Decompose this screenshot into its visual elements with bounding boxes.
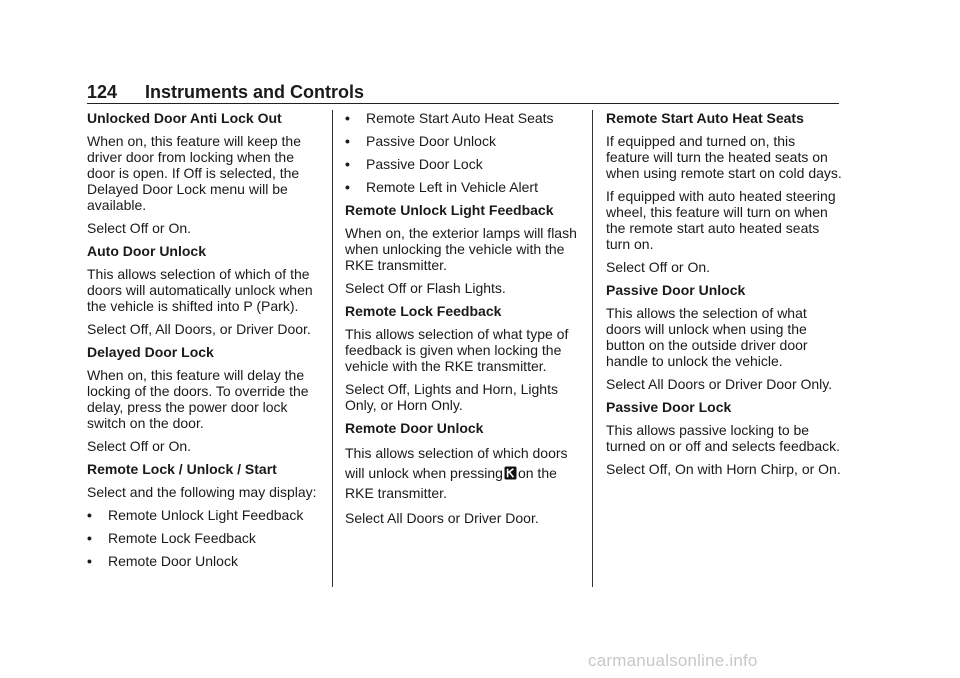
heading-remote-lock-unlock-start: Remote Lock / Unlock / Start	[87, 461, 277, 477]
paragraph-auto-description: This allows selection of which of the doors will automatically unlock when the vehicle is shifted into P (Park).	[87, 266, 313, 314]
paragraph-unlocked-select: Select Off or On.	[87, 220, 192, 236]
paragraph-auto-select: Select Off, All Doors, or Driver Door.	[87, 321, 311, 337]
paragraph-rsahs-description-1: If equipped and turned on, this feature will turn the heated seats on when using remote start on cold days.	[606, 133, 842, 181]
paragraph-rlf-select: Select Off, Lights and Horn, Lights Only, or Horn Only.	[345, 381, 558, 413]
paragraph-pdl-description: This allows passive locking to be turned on or off and selects feedback.	[606, 422, 841, 454]
list-item-text: Passive Door Lock	[366, 156, 483, 172]
page-number: 124	[87, 82, 118, 102]
bullet-symbol: •	[345, 179, 350, 195]
column-1	[87, 110, 325, 576]
list-item-text: Remote Left in Vehicle Alert	[366, 179, 538, 195]
list-item	[87, 530, 325, 546]
header-rule	[87, 103, 839, 104]
paragraph-pdl-select: Select Off, On with Horn Chirp, or On.	[606, 461, 841, 477]
paragraph-delayed-select: Select Off or On.	[87, 438, 192, 454]
bullet-symbol: •	[345, 133, 350, 149]
heading-remote-start-auto-heat-seats: Remote Start Auto Heat Seats	[606, 110, 804, 126]
paragraph-pdu-select: Select All Doors or Driver Door Only.	[606, 376, 833, 392]
list-item	[87, 553, 325, 569]
list-item	[87, 507, 325, 523]
bullet-symbol: •	[345, 110, 350, 126]
rdu-text-before: This allows selection of which doors will unlock when pressing	[345, 445, 568, 481]
column-divider-right	[592, 110, 593, 587]
bullet-symbol: •	[87, 553, 92, 569]
list-item	[345, 110, 583, 126]
heading-remote-lock-feedback: Remote Lock Feedback	[345, 303, 502, 319]
page-header	[87, 82, 839, 104]
list-item-text: Remote Unlock Light Feedback	[108, 507, 304, 523]
paragraph-rdu-description	[345, 443, 583, 503]
paragraph-rsahs-description-2: If equipped with auto heated steering wheel, this feature will turn on when the remote start auto heated seats turn on.	[606, 188, 836, 252]
paragraph-unlocked-description: When on, this feature will keep the driver door from locking when the door is open. If Off is selected, the Delayed Door Lock menu will be available.	[87, 133, 302, 213]
list-item-text: Remote Lock Feedback	[108, 530, 256, 546]
rdu-text-after: on the RKE transmitter.	[345, 465, 557, 501]
list-item-text: Remote Start Auto Heat Seats	[366, 110, 554, 126]
paragraph-pdu-description: This allows the selection of what doors will unlock when using the button on the outside driver door handle to unlock the vehicle.	[606, 305, 808, 369]
bullet-symbol: •	[345, 156, 350, 172]
paragraph-rsahs-select: Select Off or On.	[606, 259, 711, 275]
list-item	[345, 179, 583, 195]
paragraph-rlf-description: This allows selection of what type of feedback is given when locking the vehicle with the RKE transmitter.	[345, 326, 569, 374]
list-item	[345, 133, 583, 149]
paragraph-remote-description: Select and the following may display:	[87, 484, 317, 500]
paragraph-rulf-select: Select Off or Flash Lights.	[345, 280, 506, 296]
paragraph-rdu-select: Select All Doors or Driver Door.	[345, 510, 539, 526]
heading-passive-door-unlock: Passive Door Unlock	[606, 282, 746, 298]
paragraph-delayed-description: When on, this feature will delay the locking of the doors. To override the delay, press the power door lock switch on the door.	[87, 367, 309, 431]
heading-unlocked-door-anti-lock-out: Unlocked Door Anti Lock Out	[87, 110, 282, 126]
heading-passive-door-lock: Passive Door Lock	[606, 399, 732, 415]
column-divider-left	[332, 110, 333, 587]
watermark: carmanualsonline.info	[588, 651, 758, 670]
column-2	[345, 110, 583, 533]
bullet-symbol: •	[87, 507, 92, 523]
heading-remote-door-unlock: Remote Door Unlock	[345, 420, 484, 436]
heading-auto-door-unlock: Auto Door Unlock	[87, 243, 206, 259]
column-3	[606, 110, 842, 484]
unlock-key-icon	[504, 465, 517, 479]
list-item-text: Passive Door Unlock	[366, 133, 496, 149]
bullet-symbol: •	[87, 530, 92, 546]
heading-remote-unlock-light-feedback: Remote Unlock Light Feedback	[345, 202, 554, 218]
heading-delayed-door-lock: Delayed Door Lock	[87, 344, 214, 360]
list-item-text: Remote Door Unlock	[108, 553, 238, 569]
paragraph-rulf-description: When on, the exterior lamps will flash when unlocking the vehicle with the RKE transmitter.	[345, 225, 577, 273]
section-title: Instruments and Controls	[145, 82, 365, 102]
list-item	[345, 156, 583, 172]
